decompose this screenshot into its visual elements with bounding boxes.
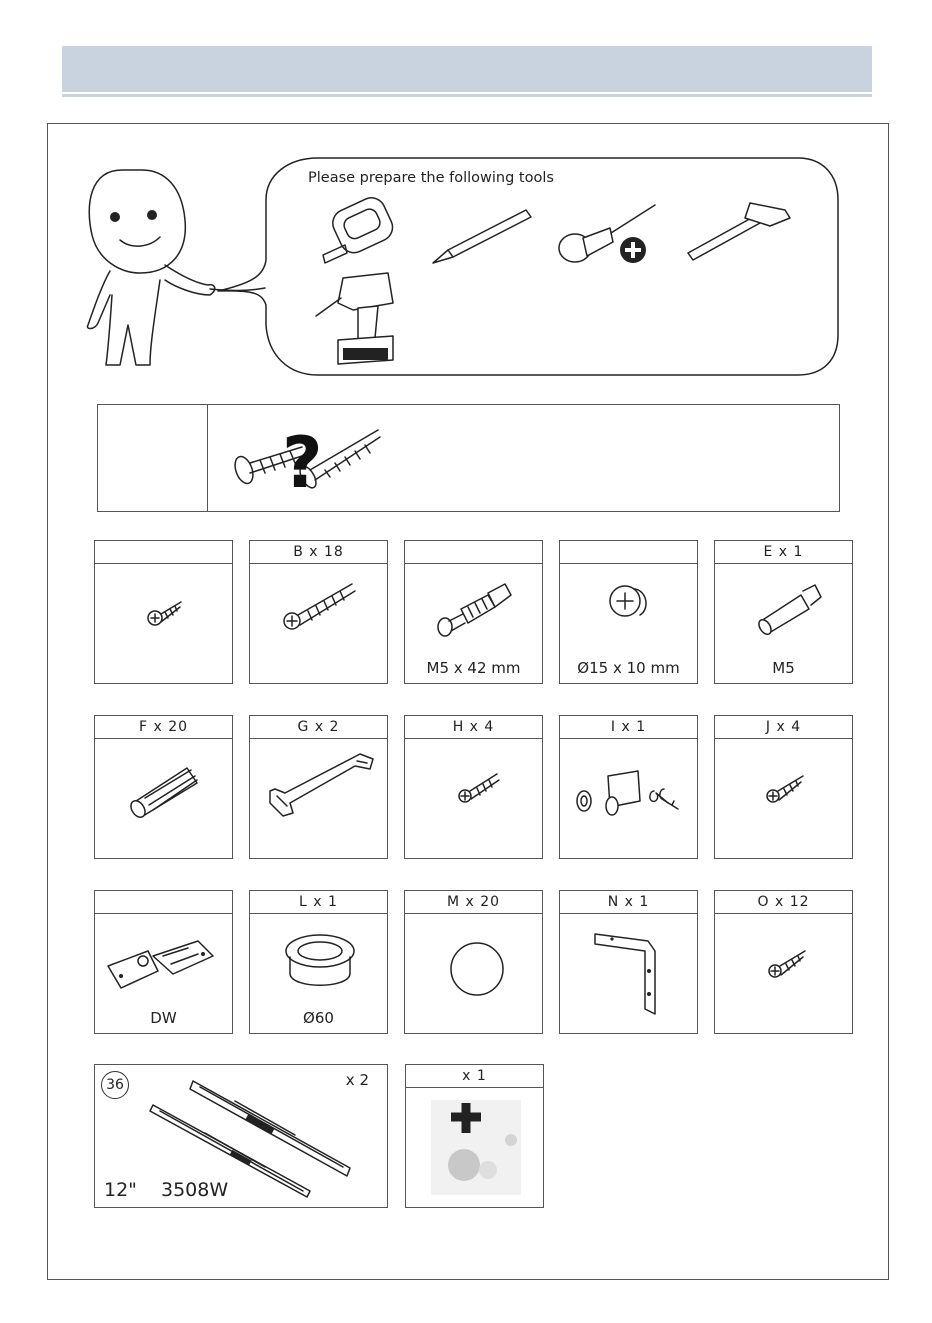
- phillips-screwdriver-icon: [555, 200, 660, 270]
- part-label: G x 2: [250, 716, 387, 739]
- hammer-icon: [685, 198, 795, 263]
- wood-screw-icon: [765, 946, 810, 981]
- character-icon: [80, 165, 220, 375]
- screw-question-icon: [230, 415, 385, 504]
- hinge-icon: [103, 926, 228, 1001]
- part-spec: Ø15 x 10 mm: [577, 659, 680, 677]
- tools-instruction: Please prepare the following tools: [308, 170, 554, 186]
- part-spec: DW: [150, 1009, 177, 1027]
- part-spec: M5: [772, 659, 795, 677]
- extra-part-card: [405, 1064, 544, 1208]
- svg-text:?: ?: [282, 422, 323, 504]
- part-card-k: [94, 890, 233, 1034]
- part-card-m: [404, 890, 543, 1034]
- tape-measure-icon: [315, 195, 395, 270]
- part-label: B x 18: [250, 541, 387, 564]
- part-card-i: [559, 715, 698, 859]
- header-banner: [62, 46, 872, 92]
- part-card-f: [94, 715, 233, 859]
- part-label: L x 1: [250, 891, 387, 914]
- l-bracket-icon: [590, 929, 670, 1019]
- part-label: x 1: [406, 1065, 543, 1088]
- power-drill-icon: [313, 268, 398, 368]
- part-label: H x 4: [405, 716, 542, 739]
- part-card-a: [94, 540, 233, 684]
- screw-note-box: [97, 404, 840, 512]
- part-label: O x 12: [715, 891, 852, 914]
- slides-model: 3508W: [161, 1179, 229, 1201]
- part-card-b: [249, 540, 388, 684]
- part-card-g: [249, 715, 388, 859]
- wood-screw-icon: [763, 771, 808, 806]
- part-label: F x 20: [95, 716, 232, 739]
- part-label: [560, 541, 697, 564]
- pencil-icon: [428, 205, 533, 270]
- lock-with-keys-icon: [568, 761, 693, 826]
- part-card-d: [559, 540, 698, 684]
- part-label: [405, 541, 542, 564]
- drawer-slide-icon: [145, 1073, 365, 1198]
- part-label: I x 1: [560, 716, 697, 739]
- part-card-h: [404, 715, 543, 859]
- slides-quantity: x 2: [345, 1071, 369, 1089]
- small-wood-screw-icon: [145, 596, 185, 631]
- part-label: M x 20: [405, 891, 542, 914]
- cable-grommet-icon: [282, 929, 357, 994]
- drawer-slides-card: [94, 1064, 388, 1208]
- part-card-n: [559, 890, 698, 1034]
- insert-nut-icon: [753, 583, 823, 638]
- handle-icon: [265, 751, 380, 826]
- part-card-o: [714, 890, 853, 1034]
- part-number-badge: 36: [101, 1071, 129, 1099]
- part-label: N x 1: [560, 891, 697, 914]
- cam-lock-icon: [605, 579, 655, 624]
- part-label: E x 1: [715, 541, 852, 564]
- machine-screw-icon: [455, 766, 505, 806]
- part-label: [95, 541, 232, 564]
- part-card-j: [714, 715, 853, 859]
- part-spec: M5 x 42 mm: [426, 659, 521, 677]
- part-card-l: [249, 890, 388, 1034]
- part-label: [95, 891, 232, 914]
- slides-size: 12": [104, 1179, 137, 1201]
- screw-note-divider: [207, 405, 208, 511]
- part-spec: Ø60: [303, 1009, 334, 1027]
- wood-dowel-icon: [125, 758, 205, 818]
- header-rule: [62, 94, 872, 97]
- cover-cap-icon: [447, 939, 507, 999]
- long-screw-icon: [280, 579, 360, 634]
- part-card-c: [404, 540, 543, 684]
- part-card-e: [714, 540, 853, 684]
- blurred-screwdriver-icon: [426, 1095, 526, 1200]
- cam-bolt-icon: [433, 579, 518, 639]
- part-label: J x 4: [715, 716, 852, 739]
